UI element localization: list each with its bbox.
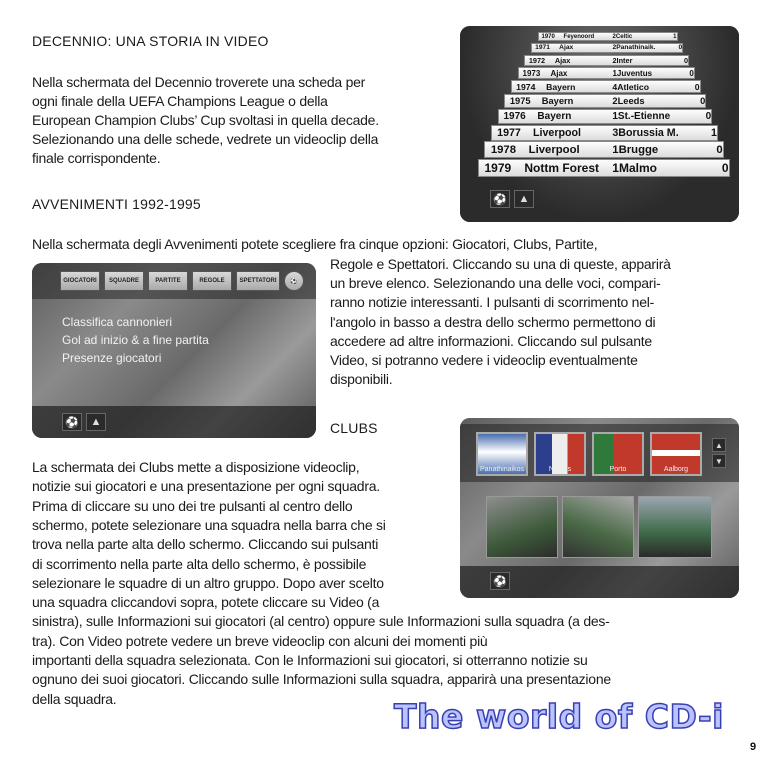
final-card-away: Juventus <box>616 68 653 78</box>
final-card-away: Brugge <box>618 143 659 156</box>
up-arrow-icon[interactable]: ▲ <box>514 190 534 208</box>
final-card-home: Bayern <box>546 81 576 92</box>
club-card-aalborg[interactable]: Aalborg <box>650 432 702 476</box>
final-card-away: Leeds <box>617 96 645 107</box>
option-presenze-giocatori[interactable]: Presenze giocatori <box>62 351 162 365</box>
section-body-avvenimenti-first-line: Nella schermata degli Avvenimenti potete scegliere fra cinque opzioni: Giocatori, Clubs, Partite, <box>32 236 598 252</box>
text-line: La schermata dei Clubs mette a disposizione videoclip, <box>32 459 360 475</box>
text-line: finale corrispondente. <box>32 150 161 166</box>
final-card-year: 1977 <box>497 126 521 139</box>
final-card-home: Ajax <box>554 55 571 65</box>
text-line: disponibili. <box>330 371 393 388</box>
final-card-home: Feyenoord <box>563 33 595 40</box>
text-line: Prima di cliccare su uno dei tre pulsanti al centro dello <box>32 497 353 514</box>
final-card-year: 1978 <box>490 143 517 156</box>
final-card-year: 1979 <box>484 160 512 175</box>
text-line: accedere ad altre informazioni. Cliccando sul pulsante <box>330 332 652 349</box>
final-card[interactable] <box>518 67 695 79</box>
final-card-hs: 2 <box>612 96 618 107</box>
final-card-away: Celtic <box>615 33 633 40</box>
final-card-as: 0 <box>689 68 694 78</box>
final-card-hs: 3 <box>612 126 619 139</box>
text-line: sinistra), sulle Informazioni sui giocatori (al centro) oppure sule Informazioni sulla squadra (a des- <box>32 613 610 630</box>
text-line: l'angolo in basso a destra dello schermo permettono di <box>330 313 656 330</box>
up-arrow-icon[interactable]: ▲ <box>86 413 106 431</box>
final-card-as: 0 <box>721 160 729 175</box>
final-card-hs: 4 <box>612 81 618 92</box>
final-card-away: St.-Etienne <box>617 111 671 123</box>
final-card-as: 0 <box>705 111 712 123</box>
final-card-hs: 1 <box>612 111 618 123</box>
final-card-hs: 2 <box>612 44 617 52</box>
section-heading-avvenimenti: AVVENIMENTI 1992-1995 <box>32 196 201 212</box>
text-line: ogni finale della UEFA Champions League o della <box>32 93 328 109</box>
text-line: ognuno dei suoi giocatori. Cliccando sulle Informazioni sulla squadra, apparirà una presentazione <box>32 671 611 688</box>
final-card-hs: 1 <box>612 143 619 156</box>
final-card-home: Liverpool <box>533 126 581 139</box>
final-card-as: 0 <box>678 44 683 52</box>
final-card-as: 0 <box>716 143 723 156</box>
final-card-home: Bayern <box>537 111 572 123</box>
text-line: selezionare le squadre di un altro gruppo. Dopo aver scelto <box>32 574 384 591</box>
final-card[interactable] <box>538 32 678 41</box>
text-line: tra). Con Video potrete vedere un breve videoclip con alcuni dei momenti più <box>32 632 488 649</box>
final-card-hs: 1 <box>612 160 619 175</box>
text-line: importanti della squadra selezionata. Con le Informazioni sui giocatori, si otterranno notizie su <box>32 652 588 668</box>
final-card-year: 1976 <box>503 111 526 123</box>
final-card-year: 1974 <box>516 81 536 92</box>
final-card-away: Panathinaik. <box>616 44 656 52</box>
final-card-hs: 2 <box>612 33 616 40</box>
final-card-home: Ajax <box>550 68 568 78</box>
club-card-panathinaikos[interactable]: Panathinaikos <box>476 432 528 476</box>
final-card-as: 0 <box>694 81 700 92</box>
text-line: una squadra cliccandovi sopra, potete cliccare su Video (a <box>32 594 380 611</box>
tab-giocatori[interactable]: GIOCATORI <box>60 271 100 291</box>
text-line: ranno notizie interessanti. I pulsanti di scorrimento nel- <box>330 294 655 311</box>
final-card-home: Nottm Forest <box>524 160 599 175</box>
final-card[interactable] <box>484 141 724 158</box>
tab-squadre[interactable]: SQUADRE <box>104 271 144 291</box>
final-card-away: Atletico <box>617 81 649 92</box>
page-number: 9 <box>750 741 757 753</box>
text-line: un breve elenco. Selezionando una delle voci, compari- <box>330 275 661 292</box>
final-card-away: Inter <box>616 55 633 65</box>
watermark-logo: The world of CD-i <box>394 697 724 736</box>
option-gol-inizio-fine[interactable]: Gol ad inizio & a fine partita <box>62 333 209 347</box>
soccer-ball-icon[interactable]: ⚽ <box>284 271 304 291</box>
text-line: Regole e Spettatori. Cliccando su una di queste, apparirà <box>330 256 671 272</box>
up-arrow-icon[interactable]: ▲ <box>712 438 726 452</box>
final-card-year: 1973 <box>522 68 541 78</box>
decennio-screenshot <box>460 26 739 222</box>
down-arrow-icon[interactable]: ▼ <box>712 454 726 468</box>
section-heading-clubs: CLUBS <box>330 420 378 436</box>
tab-partite[interactable]: PARTITE <box>148 271 188 291</box>
club-card-porto[interactable]: Porto <box>592 432 644 476</box>
final-card-hs: 1 <box>612 68 617 78</box>
text-line: della squadra. <box>32 690 117 707</box>
video-button[interactable] <box>486 496 558 558</box>
text-line: Video, si potranno vedere i videoclip eventualmente <box>330 352 638 368</box>
final-card-year: 1975 <box>509 96 531 107</box>
final-card[interactable] <box>524 55 689 66</box>
final-card[interactable] <box>491 125 718 141</box>
text-line: di scorrimento nella parte alta dello schermo, è possibile <box>32 555 367 572</box>
final-card-as: 1 <box>673 33 677 40</box>
soccer-ball-icon[interactable]: ⚽ <box>62 413 82 431</box>
avvenimenti-screenshot <box>32 263 316 438</box>
final-card-year: 1970 <box>541 33 555 40</box>
final-card-as: 1 <box>710 126 717 139</box>
team-info-button[interactable] <box>638 496 712 558</box>
final-card[interactable] <box>478 159 730 177</box>
final-card-as: 0 <box>700 96 706 107</box>
final-card[interactable] <box>504 94 706 108</box>
text-line: schermo, potete selezionare una squadra nella barra che si <box>32 516 386 533</box>
section-heading-decennio: DECENNIO: UNA STORIA IN VIDEO <box>32 33 269 49</box>
tab-regole[interactable]: REGOLE <box>192 271 232 291</box>
final-card-year: 1972 <box>528 55 546 65</box>
text-line: notizie sui giocatori e una presentazione per ogni squadra. <box>32 478 380 495</box>
option-classifica-cannonieri[interactable]: Classifica cannonieri <box>62 315 173 329</box>
soccer-ball-icon[interactable]: ⚽ <box>490 190 510 208</box>
final-card-as: 0 <box>683 55 689 65</box>
final-card[interactable] <box>531 43 683 53</box>
final-card-home: Liverpool <box>528 143 580 156</box>
club-card-nantes[interactable]: Nantes <box>534 432 586 476</box>
clubs-screenshot <box>460 418 739 598</box>
final-card[interactable] <box>498 109 713 124</box>
final-card-away: Malmo <box>618 160 657 175</box>
soccer-ball-icon[interactable]: ⚽ <box>490 572 510 590</box>
final-card[interactable] <box>511 80 701 93</box>
text-line: European Champion Clubs’ Cup svoltasi in quella decade. <box>32 112 379 128</box>
text-line: trova nella parte alta dello schermo. Cliccando sui pulsanti <box>32 536 379 553</box>
final-card-hs: 2 <box>612 55 617 65</box>
player-info-button[interactable] <box>562 496 634 558</box>
final-card-away: Borussia M. <box>618 126 679 139</box>
final-card-home: Ajax <box>559 44 574 52</box>
text-line: Selezionando una delle schede, vedrete un videoclip della <box>32 131 379 147</box>
final-card-home: Bayern <box>541 96 574 107</box>
text-line: Nella schermata del Decennio troverete una scheda per <box>32 74 366 90</box>
tab-spettatori[interactable]: SPETTATORI <box>236 271 280 291</box>
final-card-year: 1971 <box>535 44 550 52</box>
